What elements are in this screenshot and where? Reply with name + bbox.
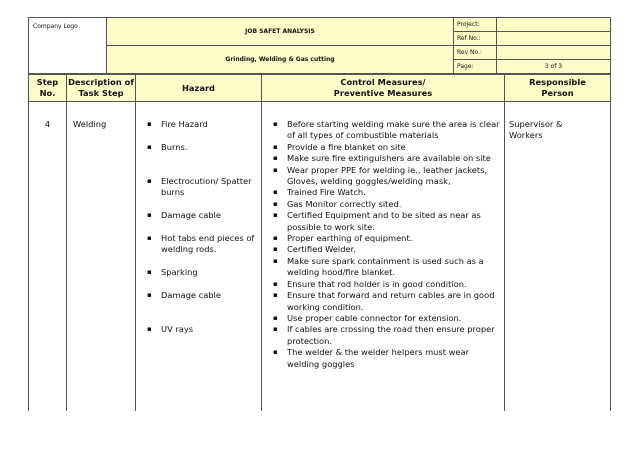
control-measure-item: ▪ Certified Welder. xyxy=(268,244,500,255)
hazard-item: ▪ Damage cable xyxy=(142,210,259,221)
control-measure-item: ▪ Use proper cable connector for extension. xyxy=(268,313,500,324)
control-measure-item: ▪ Make sure fire extinguishers are available on site xyxy=(268,153,500,164)
project-label: Project: xyxy=(454,18,497,32)
page-number: 3 of 3 xyxy=(497,60,611,74)
hazard-item: ▪ Sparking xyxy=(142,267,259,278)
column-header-row xyxy=(29,75,611,102)
col-header-hazard: Hazard xyxy=(136,75,262,102)
project-value xyxy=(497,18,611,32)
hazard-cell xyxy=(136,102,262,412)
control-measure-item: ▪ Wear proper PPE for welding ie., leather jackets, Gloves, welding goggles/welding mask, xyxy=(268,165,500,188)
hazard-item: ▪ Fire Hazard xyxy=(142,119,259,130)
document-title: JOB SAFET ANALYSIS xyxy=(107,18,454,46)
col-header-responsible: Responsible Person xyxy=(505,75,611,102)
ref-no-label: Ref No.: xyxy=(454,32,497,46)
rev-no-value xyxy=(497,46,611,60)
control-measure-item: ▪ Make sure spark containment is used such as a welding hood/fire blanket. xyxy=(268,256,500,279)
control-measure-item: ▪ Ensure that forward and return cables are in good working condition. xyxy=(268,290,500,313)
hazard-list xyxy=(142,119,259,336)
control-measure-item: ▪ If cables are crossing the road then ensure proper protection. xyxy=(268,324,500,347)
control-measure-item: ▪ Ensure that rod holder is in good condition. xyxy=(268,279,500,290)
document-subtitle: Grinding, Welding & Gas cutting xyxy=(107,46,454,74)
control-measure-item: ▪ Before starting welding make sure the area is clear of all types of combustible materials xyxy=(268,119,500,142)
col-header-description: Description of Task Step xyxy=(67,75,136,102)
control-measure-item: ▪ Gas Monitor correctly sited. xyxy=(268,199,500,210)
control-measure-item: ▪ Trained Fire Watch. xyxy=(268,187,500,198)
col-header-control-measures: Control Measures/ Preventive Measures xyxy=(262,75,505,102)
control-measure-item: ▪ Provide a fire blanket on site xyxy=(268,142,500,153)
document-header-table xyxy=(28,17,611,74)
control-measure-item: ▪ The welder & the welder helpers must wear welding goggles xyxy=(268,347,500,370)
hazard-item: ▪ Burns. xyxy=(142,142,259,153)
hazard-analysis-table xyxy=(28,74,611,411)
hazard-item: ▪ Damage cable xyxy=(142,290,259,301)
hazard-item: ▪ Hot tabs end pieces of welding rods. xyxy=(142,233,259,256)
hazard-item: ▪ Electrocution/ Spatter burns xyxy=(142,176,259,199)
table-row xyxy=(29,102,611,412)
page-label: Page: xyxy=(454,60,497,74)
control-measure-item: ▪ Certified Equipment and to be sited as near as possible to work site. xyxy=(268,210,500,233)
task-description: Welding xyxy=(67,102,136,412)
col-header-step: Step No. xyxy=(29,75,67,102)
control-measures-list xyxy=(268,119,500,370)
rev-no-label: Rev No.: xyxy=(454,46,497,60)
hazard-item: ▪ UV rays xyxy=(142,324,259,335)
ref-no-value xyxy=(497,32,611,46)
control-measures-cell xyxy=(262,102,505,412)
responsible-person: Supervisor & Workers xyxy=(505,102,611,412)
control-measure-item: ▪ Proper earthing of equipment. xyxy=(268,233,500,244)
step-number: 4 xyxy=(29,102,67,412)
company-logo-placeholder: Company Logo xyxy=(29,18,107,74)
